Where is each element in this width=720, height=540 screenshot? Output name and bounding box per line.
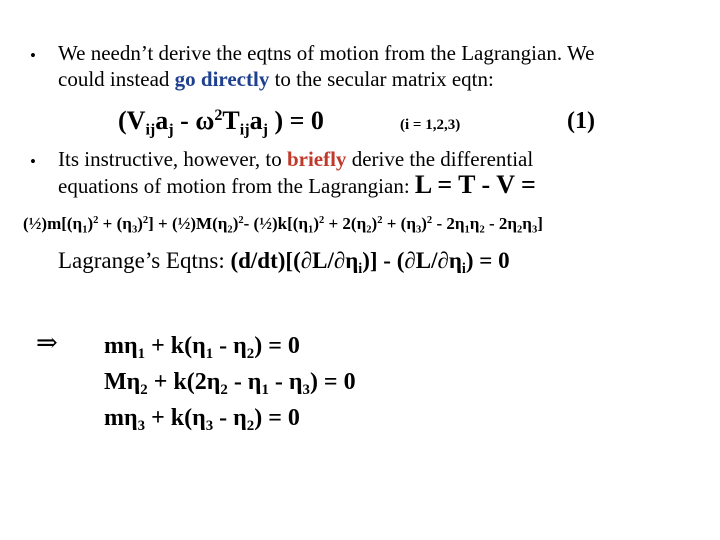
expr-part: - 2η bbox=[432, 214, 465, 233]
eq-sub: 3 bbox=[302, 382, 310, 399]
eq-sup: 2 bbox=[214, 107, 223, 125]
eq-part: mη bbox=[104, 333, 138, 359]
text-run: Its instructive, however, to bbox=[58, 147, 287, 171]
eq-part: a bbox=[249, 106, 263, 135]
expr-part: η bbox=[469, 214, 480, 233]
expr-sub: 1 bbox=[82, 224, 88, 236]
expr-sub: 2 bbox=[227, 224, 233, 236]
paragraph-2-line-2 bbox=[58, 172, 536, 199]
text-run: could instead bbox=[58, 67, 175, 91]
eq-part: Mη bbox=[104, 369, 141, 395]
eom-line-2 bbox=[104, 364, 356, 400]
expr-part: η bbox=[522, 214, 532, 233]
expr-sup: 2 bbox=[142, 215, 149, 227]
expr-part: ) bbox=[313, 214, 319, 233]
bullet-2: • bbox=[30, 152, 36, 171]
paragraph-2 bbox=[58, 146, 536, 199]
index-range: (i = 1,2,3) bbox=[400, 117, 461, 133]
equation-number: (1) bbox=[567, 108, 595, 134]
highlight-go-directly: go directly bbox=[174, 67, 270, 91]
eq-part: + k(η bbox=[145, 333, 206, 359]
eq-sub: 1 bbox=[261, 382, 269, 399]
expr-sup: 2 bbox=[377, 215, 383, 227]
expr-sub: 3 bbox=[131, 224, 138, 236]
expr-sup: 2 bbox=[93, 215, 99, 227]
expr-part: - 2η bbox=[484, 214, 518, 233]
expr-part: + 2(η bbox=[324, 214, 367, 233]
expr-part: (½)m[(η bbox=[23, 214, 83, 233]
eq-part: a bbox=[155, 106, 169, 135]
eq-part: (d/dt)[(∂L/∂η bbox=[230, 248, 359, 273]
paragraph-1-line-1: We needn’t derive the eqtns of motion from the Lagrangian. We bbox=[58, 41, 595, 65]
bullet-1: • bbox=[30, 46, 36, 65]
eq-part: ) = 0 bbox=[254, 405, 300, 431]
eq-part: - η bbox=[227, 369, 262, 395]
expr-part: - (½)k[(η bbox=[243, 214, 309, 233]
eq-sub: 3 bbox=[205, 418, 214, 435]
expr-sup: 2 bbox=[426, 215, 433, 227]
expr-sub: 3 bbox=[531, 224, 538, 236]
eq-part: mη bbox=[104, 405, 138, 431]
eq-sub: i bbox=[358, 260, 363, 277]
expr-sub: 2 bbox=[517, 224, 523, 236]
expr-part: ) bbox=[87, 214, 94, 233]
expr-part: + (η bbox=[382, 214, 416, 233]
eom-line-1 bbox=[104, 328, 356, 364]
eq-sub: 2 bbox=[140, 382, 148, 399]
eq-part: - η bbox=[213, 333, 247, 359]
eq-sub: 1 bbox=[137, 346, 146, 363]
lagrangian-expression bbox=[23, 214, 543, 234]
eq-sub: j bbox=[168, 121, 174, 139]
equations-of-motion bbox=[104, 328, 356, 436]
eq-sub: 2 bbox=[246, 418, 255, 435]
eq-part: + k(2η bbox=[147, 369, 221, 395]
eq-sub: 2 bbox=[220, 382, 228, 399]
text-run: to the secular matrix eqtn: bbox=[269, 67, 494, 91]
expr-part: ) bbox=[232, 214, 239, 233]
lagrange-label: Lagrange’s Eqtns: bbox=[58, 248, 231, 273]
expr-sub: 3 bbox=[415, 224, 422, 236]
paragraph-1 bbox=[58, 40, 594, 92]
lagrange-equations bbox=[58, 248, 510, 277]
eq-part: ) = 0 bbox=[465, 248, 510, 273]
eom-line-3 bbox=[104, 400, 356, 436]
eq-sub: 2 bbox=[246, 346, 255, 363]
expr-part: ) bbox=[371, 214, 378, 233]
expr-sup: 2 bbox=[318, 215, 325, 227]
eq-part: - ω bbox=[173, 106, 215, 135]
expr-sub: 1 bbox=[464, 224, 470, 236]
expr-sub: 2 bbox=[479, 224, 485, 236]
eq-part: + k(η bbox=[145, 405, 206, 431]
eq-part: (V bbox=[118, 106, 146, 135]
eq-part: ) = 0 bbox=[267, 106, 324, 135]
implies-arrow: ⇒ bbox=[36, 328, 58, 357]
expr-sub: 2 bbox=[366, 224, 372, 236]
paragraph-2-line-1 bbox=[58, 146, 536, 172]
eq-sub: ij bbox=[239, 121, 250, 139]
eq-part: T bbox=[222, 106, 240, 135]
eq-part: - η bbox=[213, 405, 247, 431]
eq-sub: ij bbox=[145, 121, 156, 139]
eq-sub: 1 bbox=[205, 346, 214, 363]
text-run: equations of motion from the Lagrangian: bbox=[58, 174, 415, 198]
paragraph-1-line-2 bbox=[58, 66, 594, 92]
highlight-briefly: briefly bbox=[286, 147, 347, 171]
secular-equation bbox=[118, 106, 324, 139]
eq-part: - η bbox=[268, 369, 303, 395]
expr-part: ] bbox=[537, 214, 543, 233]
expr-part: ) bbox=[137, 214, 143, 233]
eq-part: ) = 0 bbox=[254, 333, 300, 359]
expr-part: ] + (½)M(η bbox=[148, 214, 228, 233]
eq-part: ) = 0 bbox=[309, 369, 356, 395]
eq-sub: j bbox=[262, 121, 268, 139]
eq-sub: i bbox=[461, 260, 466, 277]
lagrangian-definition: L = T - V = bbox=[414, 170, 536, 199]
text-run: derive the differential bbox=[346, 147, 534, 171]
expr-sup: 2 bbox=[238, 215, 244, 227]
expr-part: ) bbox=[421, 214, 427, 233]
expr-part: + (η bbox=[98, 214, 132, 233]
eq-part: )] - (∂L/∂η bbox=[362, 248, 462, 273]
expr-sub: 1 bbox=[308, 224, 314, 236]
eq-sub: 3 bbox=[137, 418, 146, 435]
